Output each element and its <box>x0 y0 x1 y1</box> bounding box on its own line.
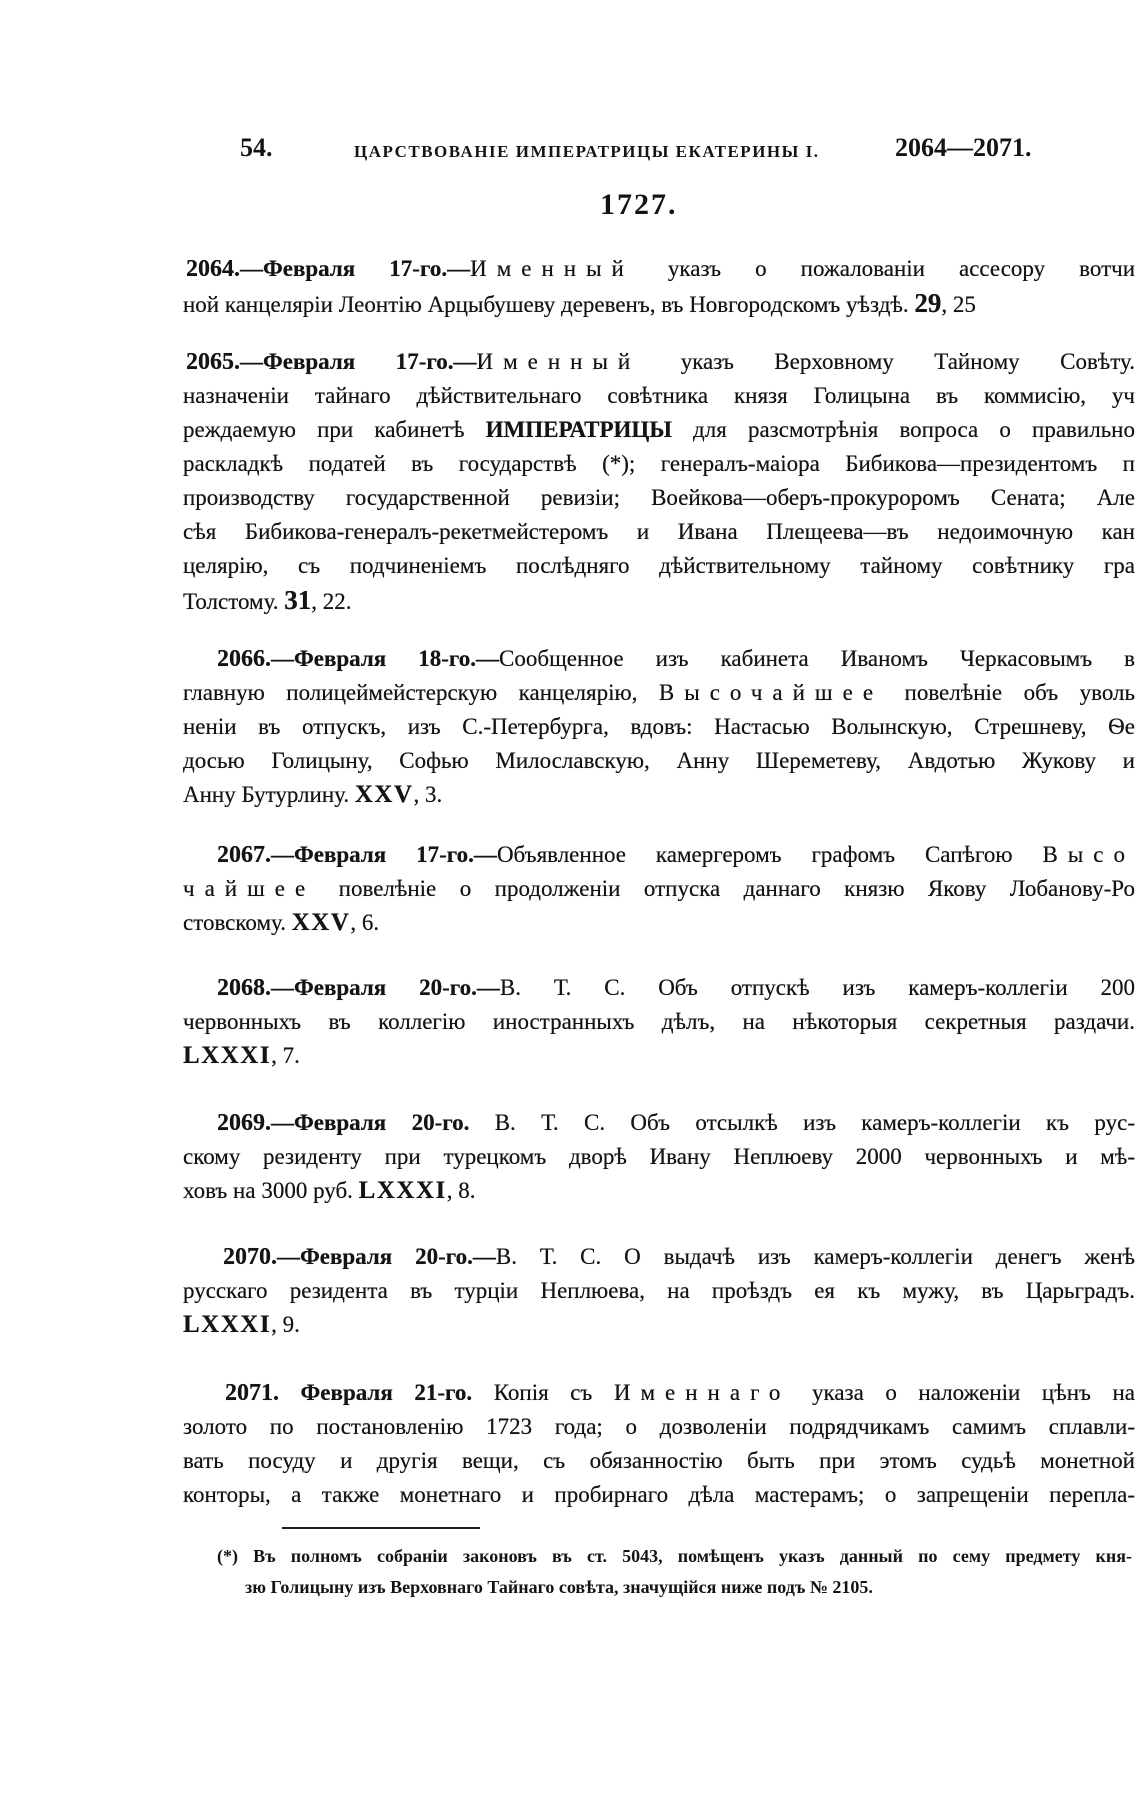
spaced-word: чайшее <box>183 876 316 901</box>
entry-date: —Февраля 20-го. <box>271 1110 470 1135</box>
entry-line <box>183 1444 1135 1478</box>
entry-text: сѣя Бибикова-генералъ-рекетмейстеромъ и Ивана Плещеева—въ недоимочную кан <box>183 519 1135 544</box>
entry-line <box>183 413 1135 447</box>
year-heading: 1727. <box>600 188 678 221</box>
entry-text: Объявленное камергеромъ графомъ Сапѣгою <box>496 842 1043 867</box>
entry-text: производству государственной ревизіи; Воейкова—оберъ-прокуроромъ Сената; Але <box>183 485 1135 510</box>
entry-line <box>183 286 1135 320</box>
entry-date: Февраля 21-го. <box>279 1380 494 1405</box>
entry-2068 <box>183 971 1135 1073</box>
reference-volume: 29 <box>914 288 942 318</box>
entry-2067 <box>183 838 1135 940</box>
entry-line <box>183 481 1135 515</box>
entry-2069 <box>183 1106 1135 1208</box>
entry-line <box>183 583 1135 617</box>
entry-line <box>183 379 1135 413</box>
spaced-word: Именный <box>470 256 634 281</box>
entry-line <box>183 971 1135 1005</box>
entry-number: 2071. <box>225 1380 279 1406</box>
entry-number: 2064. <box>186 256 240 282</box>
reference-page: , 9. <box>271 1312 300 1337</box>
entry-text: повелѣніе объ уволь <box>883 680 1135 705</box>
entry-text: червонныхъ въ коллегію иностранныхъ дѣлъ, на нѣкоторыя секретныя раздачи. <box>183 1009 1135 1034</box>
entry-2065 <box>183 345 1135 617</box>
entry-line <box>183 1376 1135 1410</box>
entry-line <box>183 1478 1135 1512</box>
entry-text: реждаемую при кабинетѣ <box>183 417 486 442</box>
entry-number: 2068. <box>217 975 271 1001</box>
entry-date: —Февраля 20-го.— <box>271 975 500 1000</box>
entry-text: Толстому. <box>183 589 285 614</box>
entry-text: Сообщенное изъ кабинета Иваномъ Черкасовымъ в <box>499 646 1135 671</box>
entry-number: 2070. <box>223 1244 277 1270</box>
entry-text: конторы, а также монетнаго и пробирнаго дѣла мастерамъ; о запрещеніи перепла- <box>183 1482 1135 1507</box>
entry-line <box>183 515 1135 549</box>
entry-number: 2065. <box>186 349 240 375</box>
entry-text: Анну Бутурлину. <box>183 782 355 807</box>
entry-2070 <box>183 1240 1135 1342</box>
entry-line <box>183 1005 1135 1039</box>
entry-range: 2064—2071. <box>895 133 1032 162</box>
entry-line <box>183 447 1135 481</box>
reference-volume: LXXXI <box>358 1177 447 1204</box>
spaced-word: Высочайшее <box>658 680 884 705</box>
reference-page: , 7. <box>271 1043 300 1068</box>
entry-line <box>183 1274 1135 1308</box>
entry-text: Копія съ <box>493 1380 614 1405</box>
entry-text: указа о наложеніи цѣнъ на <box>790 1380 1135 1405</box>
entry-text: скому резиденту при турецкомъ дворѣ Ивану Неплюеву 2000 червонныхъ и мѣ- <box>183 1144 1135 1169</box>
entry-text: ной канцеляріи Леонтію Арцыбушеву деревенъ, въ Новгородскомъ уѣздѣ. <box>183 292 915 317</box>
entry-text: ховъ на 3000 руб. <box>183 1178 359 1203</box>
entry-line <box>183 778 1135 812</box>
footnote-line: (*) Въ полномъ собраніи законовъ въ ст. 5043, помѣщенъ указъ данный по сему предмету кня- <box>217 1546 1132 1566</box>
entry-date: —Февраля 17-го.— <box>240 256 471 281</box>
entry-text: В. Т. С. Объ отпускѣ изъ камеръ-коллегіи 200 <box>499 975 1135 1000</box>
entry-line <box>183 744 1135 778</box>
reference-volume: 31 <box>284 585 312 615</box>
reference-volume: LXXXI <box>183 1311 272 1338</box>
footnote <box>217 1541 1132 1603</box>
reference-volume: XXV <box>291 909 351 936</box>
reference-page: , 6. <box>350 910 380 935</box>
reference-page: , 22. <box>311 589 352 614</box>
spaced-word: Именнаго <box>613 1380 791 1405</box>
entry-line <box>183 1410 1135 1444</box>
running-title: ЦАРСТВОВАНІЕ ИМПЕРАТРИЦЫ ЕКАТЕРИНЫ I. <box>354 142 820 161</box>
entry-text: В. Т. С. О выдачѣ изъ камеръ-коллегіи денегъ женѣ <box>495 1244 1135 1269</box>
entry-text: золото по постановленію 1723 года; о дозволеніи подрядчикамъ самимъ сплавли- <box>183 1414 1135 1439</box>
entry-text: указъ о пожалованіи ассесору вотчи <box>633 256 1135 281</box>
entry-number: 2069. <box>217 1110 271 1136</box>
entry-line <box>183 1240 1135 1274</box>
spaced-word: Высо <box>1042 842 1135 867</box>
entry-line <box>183 549 1135 583</box>
entry-number: 2067. <box>217 842 271 868</box>
reference-volume: LXXXI <box>183 1042 272 1069</box>
entry-date: —Февраля 17-го.— <box>271 842 497 867</box>
spaced-word: Именный <box>476 349 641 374</box>
entry-line <box>183 1174 1135 1208</box>
page-number: 54. <box>240 133 273 162</box>
entry-line <box>183 872 1135 906</box>
entry-line <box>183 1140 1135 1174</box>
entry-text: раскладкѣ податей въ государствѣ (*); генералъ-маіора Бибикова—президентомъ п <box>183 451 1135 476</box>
entry-text: неніи въ отпускъ, изъ С.-Петербурга, вдовъ: Настасью Волынскую, Стрешневу, Ѳе <box>183 714 1135 739</box>
entry-text: для разсмотрѣнія вопроса о правильно <box>671 417 1135 442</box>
footnote-line: зю Голицыну изъ Верховнаго Тайнаго совѣта, значущійся ниже подъ № 2105. <box>245 1577 873 1597</box>
entry-text: назначеніи тайнаго дѣйствительнаго совѣтника князя Голицына въ коммисію, уч <box>183 383 1135 408</box>
entry-date: —Февраля 20-го.— <box>277 1244 496 1269</box>
entry-2064 <box>183 252 1135 320</box>
entry-number: 2066. <box>217 646 271 672</box>
reference-page: , 25 <box>941 292 976 317</box>
entry-line <box>183 642 1135 676</box>
entry-text: русскаго резидента въ турціи Неплюева, на проѣздъ ея къ мужу, въ Царьградъ. <box>183 1278 1135 1303</box>
entry-text: досью Голицыну, Софью Милославскую, Анну Шереметеву, Авдотью Жукову и <box>183 748 1135 773</box>
entry-text: целярію, съ подчиненіемъ послѣдняго дѣйствительному тайному совѣтнику гра <box>183 553 1135 578</box>
entry-line <box>183 1308 1135 1342</box>
entry-line <box>183 906 1135 940</box>
entry-line <box>183 710 1135 744</box>
entry-line <box>183 252 1135 286</box>
entry-line <box>183 676 1135 710</box>
entry-line <box>183 345 1135 379</box>
entry-text: вать посуду и другія вещи, съ обязанностію быть при этомъ судьѣ монетной <box>183 1448 1135 1473</box>
reference-page: , 8. <box>446 1178 476 1203</box>
entry-text: указъ Верховному Тайному Совѣту. <box>640 349 1135 374</box>
entry-date: —Февраля 17-го.— <box>240 349 477 374</box>
entry-line <box>183 1039 1135 1073</box>
entry-text: главную полицеймейстерскую канцелярію, <box>183 680 659 705</box>
entry-text: В. Т. С. Объ отсылкѣ изъ камеръ-коллегіи къ рус- <box>469 1110 1135 1135</box>
entry-2066 <box>183 642 1135 812</box>
reference-volume: XXV <box>354 781 414 808</box>
empress-caps: ИМПЕРАТРИЦЫ <box>485 417 672 442</box>
footnote-rule <box>282 1527 480 1529</box>
entry-date: —Февраля 18-го.— <box>271 646 500 671</box>
entry-2071 <box>183 1376 1135 1512</box>
reference-page: , 3. <box>413 782 443 807</box>
entry-line <box>183 838 1135 872</box>
entry-line <box>183 1106 1135 1140</box>
entry-text: повелѣніе о продолженіи отпуска даннаго князю Якову Лобанову-Ро <box>315 876 1135 901</box>
entry-text: стовскому. <box>183 910 292 935</box>
